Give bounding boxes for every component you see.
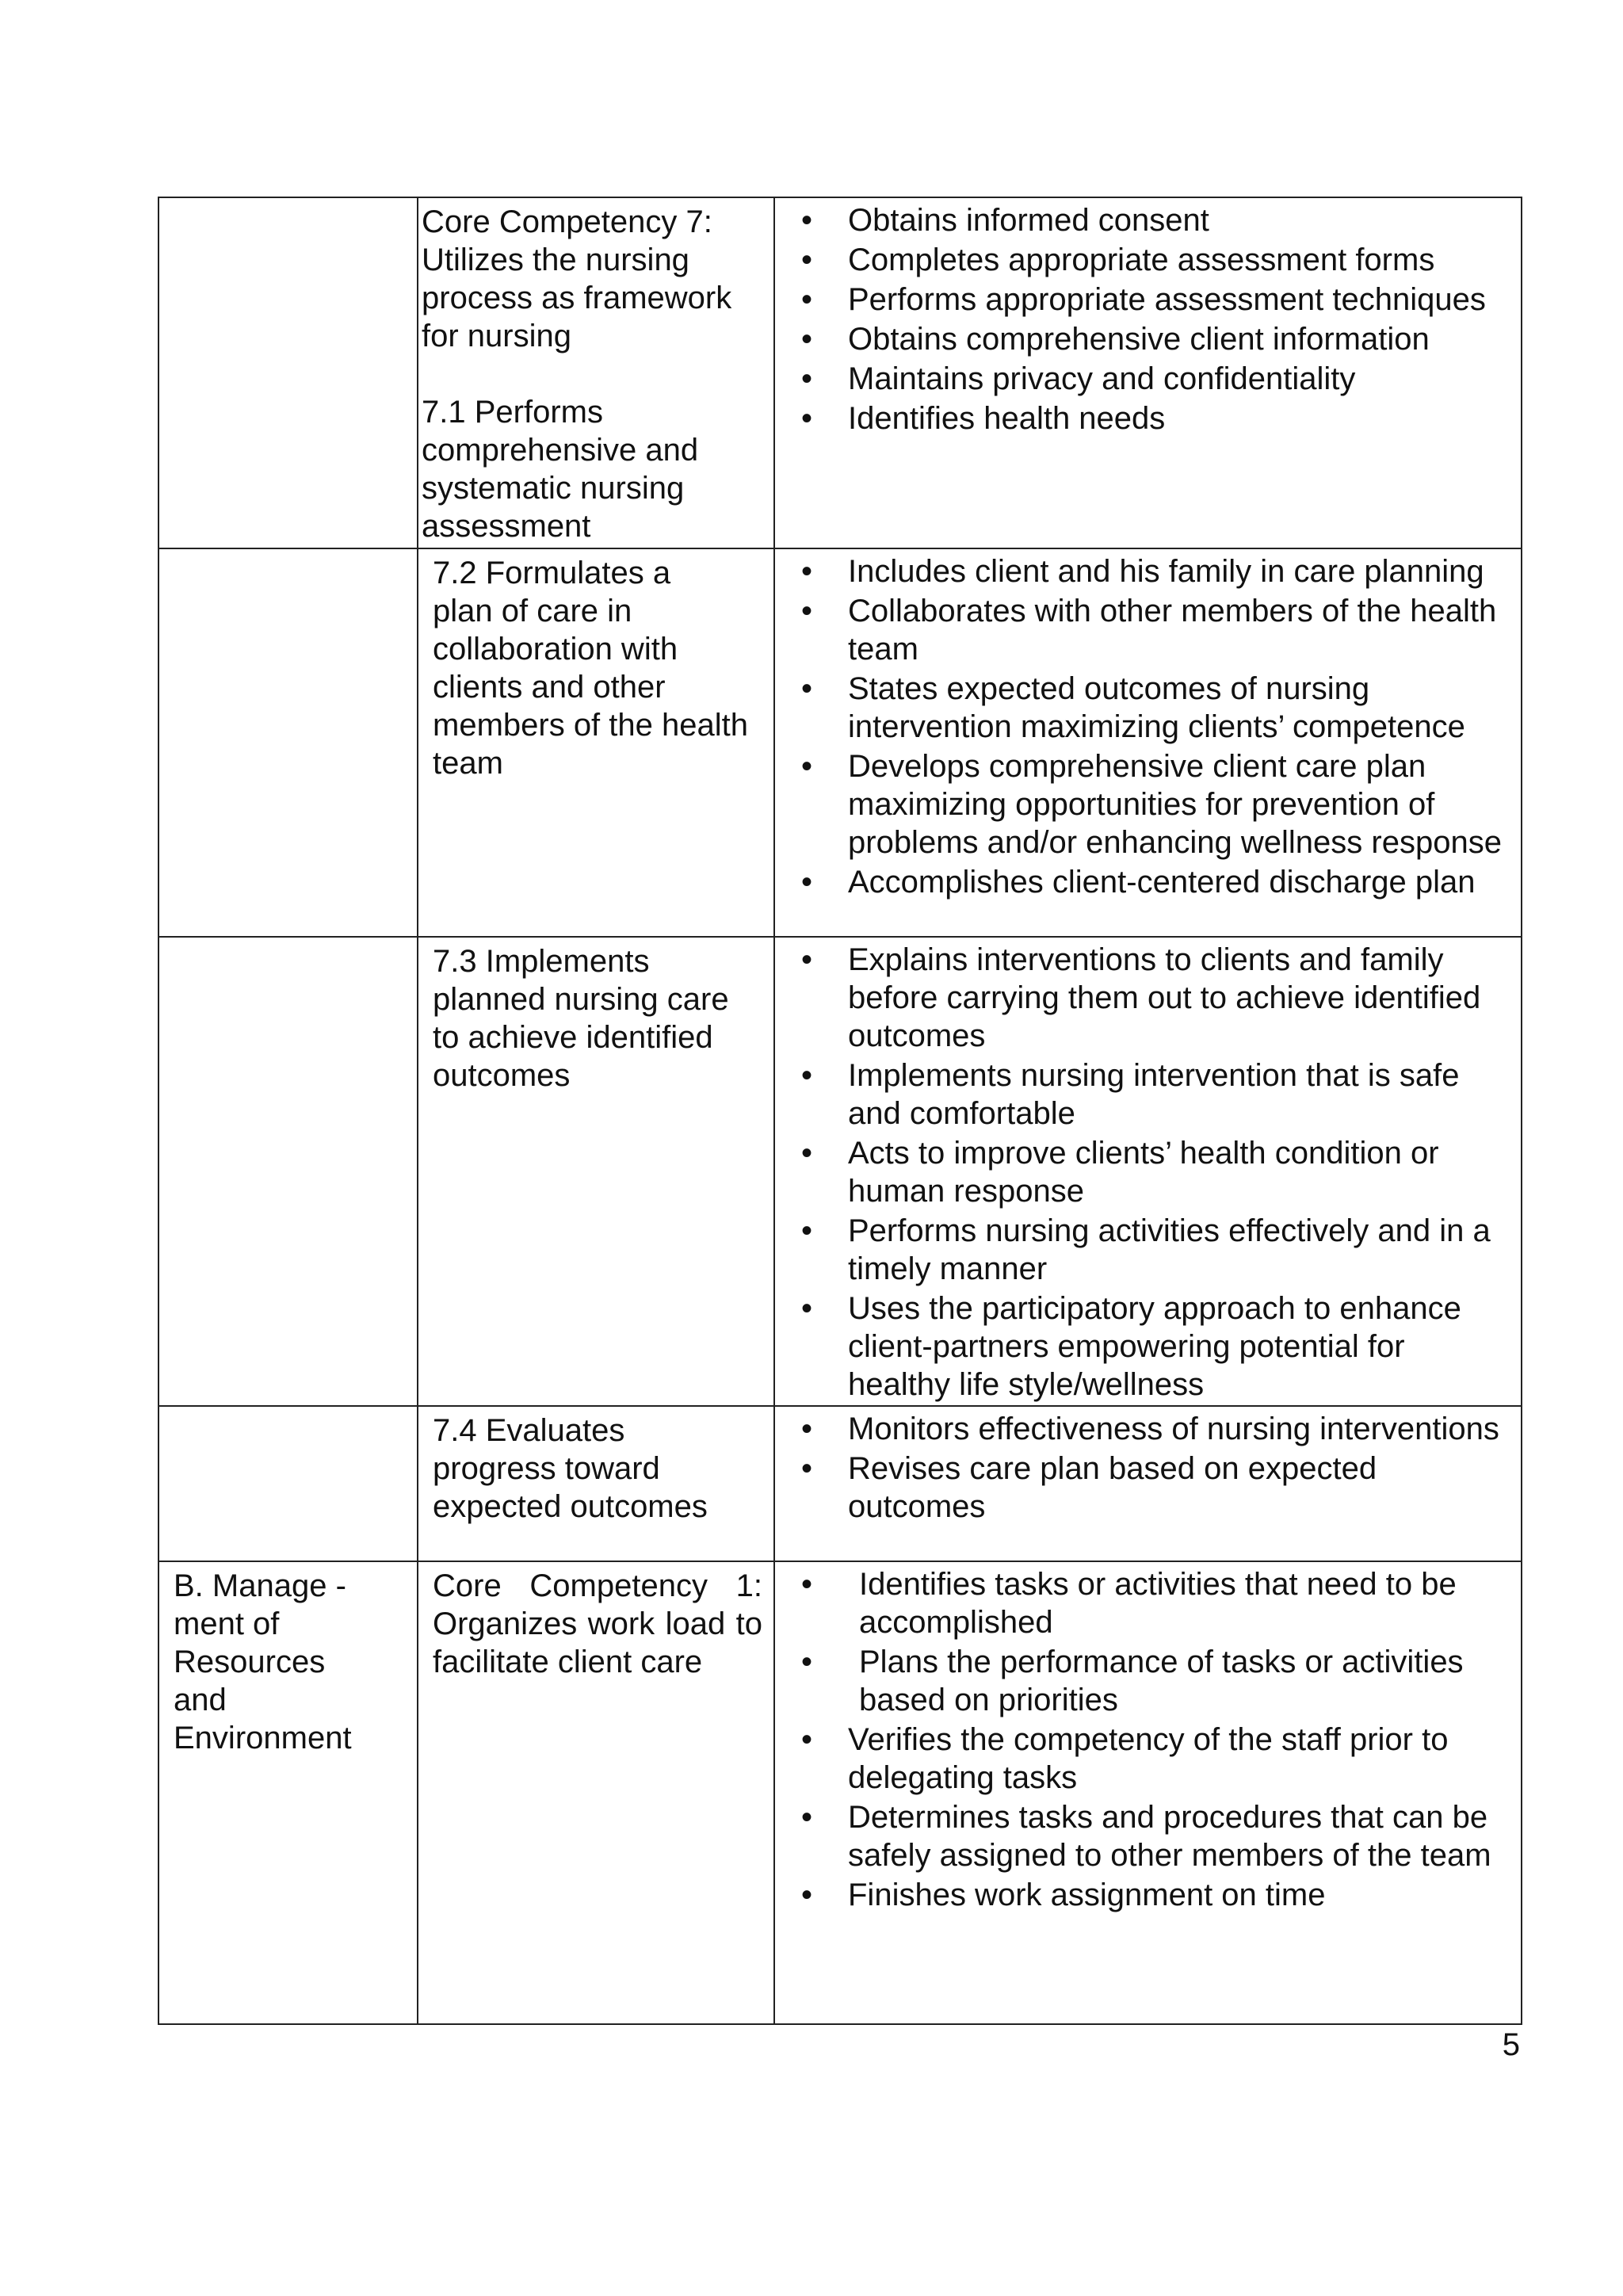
bullet-icon: • [800, 203, 812, 238]
indicator-text: Identifies health needs [848, 401, 1166, 436]
indicators-cell [774, 197, 1522, 548]
indicator-text: Completes appropriate assessment forms [848, 243, 1435, 277]
bullet-icon: • [800, 865, 812, 900]
list-item [775, 281, 1511, 319]
list-item [775, 1565, 1511, 1641]
indicator-text: Monitors effectiveness of nursing interventions [848, 1412, 1499, 1446]
indicator-text: Revises care plan based on expected outcomes [848, 1451, 1377, 1524]
list-item [775, 1410, 1511, 1448]
bullet-icon: • [800, 361, 812, 396]
list-item [775, 1798, 1511, 1874]
indicator-text: Verifies the competency of the staff prior to delegating tasks [848, 1722, 1449, 1795]
indicator-text: Uses the participatory approach to enhance client-partners empowering potential for healthy life style/wellness [848, 1291, 1461, 1402]
indicator-list [775, 938, 1521, 1404]
list-item [775, 1876, 1511, 1914]
list-item [775, 863, 1511, 901]
indicator-text: Performs appropriate assessment techniques [848, 282, 1486, 317]
list-item [775, 592, 1511, 668]
area-cell [158, 1406, 418, 1561]
list-item [775, 552, 1511, 590]
indicator-list [775, 198, 1521, 437]
bullet-icon: • [800, 1058, 812, 1093]
area-label: B. Manage - ment of Resources and Environment [174, 1568, 352, 1755]
indicators-cell [774, 937, 1522, 1406]
bullet-icon: • [800, 594, 812, 628]
indicator-text: Finishes work assignment on time [848, 1878, 1326, 1912]
bullet-icon: • [800, 243, 812, 277]
list-item [775, 201, 1511, 239]
indicator-text: Explains interventions to clients and family before carrying them out to achieve identified outcomes [848, 942, 1481, 1053]
competency-title: Core Competency 7: Utilizes the nursing process as framework for nursing [422, 204, 732, 353]
indicator-list [775, 1407, 1521, 1526]
list-item [775, 1289, 1511, 1404]
sub-competency-label: 7.2 Formulates a plan of care in collaboration with clients and other members of the health team [433, 556, 748, 781]
indicators-cell [774, 1561, 1522, 2024]
indicator-text: Implements nursing intervention that is safe and comfortable [848, 1058, 1460, 1131]
bullet-icon: • [800, 1451, 812, 1486]
bullet-icon: • [800, 282, 812, 317]
bullet-icon: • [800, 1800, 812, 1835]
area-cell [158, 548, 418, 937]
bullet-icon: • [800, 1136, 812, 1171]
list-item [775, 670, 1511, 746]
list-item [775, 747, 1511, 861]
list-item [775, 1056, 1511, 1133]
list-item [775, 1450, 1511, 1526]
competency-cell [418, 548, 774, 937]
list-item [775, 360, 1511, 398]
sub-competency-label: 7.3 Implements planned nursing care to achieve identified outcomes [433, 944, 729, 1093]
indicator-list [775, 549, 1521, 901]
bullet-icon: • [800, 1412, 812, 1446]
table-row [158, 548, 1522, 937]
indicator-text: Determines tasks and procedures that can be safely assigned to other members of the team [848, 1800, 1491, 1873]
indicator-text: Develops comprehensive client care plan maximizing opportunities for prevention of problems and/or enhancing wellness response [848, 749, 1502, 860]
bullet-icon: • [800, 671, 812, 706]
table-row [158, 937, 1522, 1406]
bullet-icon: • [800, 401, 812, 436]
indicator-text: Obtains comprehensive client information [848, 322, 1430, 357]
competency-title: Core Competency 1: Organizes work load to facilitate client care [433, 1568, 762, 1679]
indicator-text: Performs nursing activities effectively and in a timely manner [848, 1213, 1491, 1286]
list-item [775, 320, 1511, 358]
bullet-icon: • [800, 1722, 812, 1757]
list-item [775, 241, 1511, 279]
sub-competency-label: 7.4 Evaluates progress toward expected outcomes [433, 1413, 708, 1524]
table-row [158, 197, 1522, 548]
indicator-text: Identifies tasks or activities that need to be accomplished [859, 1567, 1457, 1640]
list-item [775, 1212, 1511, 1288]
indicator-text: Acts to improve clients’ health condition or human response [848, 1136, 1439, 1209]
list-item [775, 399, 1511, 437]
bullet-icon: • [800, 1567, 812, 1602]
bullet-icon: • [800, 1213, 812, 1248]
indicator-text: States expected outcomes of nursing intervention maximizing clients’ competence [848, 671, 1465, 744]
competency-cell [418, 937, 774, 1406]
list-item [775, 1721, 1511, 1797]
indicator-text: Includes client and his family in care planning [848, 554, 1484, 589]
indicator-text: Collaborates with other members of the health team [848, 594, 1497, 667]
bullet-icon: • [800, 1878, 812, 1912]
area-cell [158, 937, 418, 1406]
sub-competency-label: 7.1 Performs comprehensive and systematic nursing assessment [422, 395, 699, 544]
indicators-cell [774, 548, 1522, 937]
table-row [158, 1561, 1522, 2024]
indicator-text: Plans the performance of tasks or activities based on priorities [859, 1645, 1464, 1717]
competency-cell [418, 197, 774, 548]
page-number: 5 [1502, 2027, 1520, 2062]
competency-table [158, 197, 1522, 2025]
competency-cell [418, 1406, 774, 1561]
bullet-icon: • [800, 1291, 812, 1326]
indicators-cell [774, 1406, 1522, 1561]
list-item [775, 1643, 1511, 1719]
indicator-text: Obtains informed consent [848, 203, 1209, 238]
indicator-list [775, 1562, 1521, 1914]
indicator-text: Maintains privacy and confidentiality [848, 361, 1356, 396]
indicator-text: Accomplishes client-centered discharge plan [848, 865, 1476, 900]
table-row [158, 1406, 1522, 1561]
bullet-icon: • [800, 749, 812, 784]
list-item [775, 1134, 1511, 1210]
bullet-icon: • [800, 322, 812, 357]
area-cell [158, 197, 418, 548]
bullet-icon: • [800, 554, 812, 589]
area-cell [158, 1561, 418, 2024]
competency-cell [418, 1561, 774, 2024]
bullet-icon: • [800, 942, 812, 977]
bullet-icon: • [800, 1645, 812, 1679]
list-item [775, 941, 1511, 1055]
